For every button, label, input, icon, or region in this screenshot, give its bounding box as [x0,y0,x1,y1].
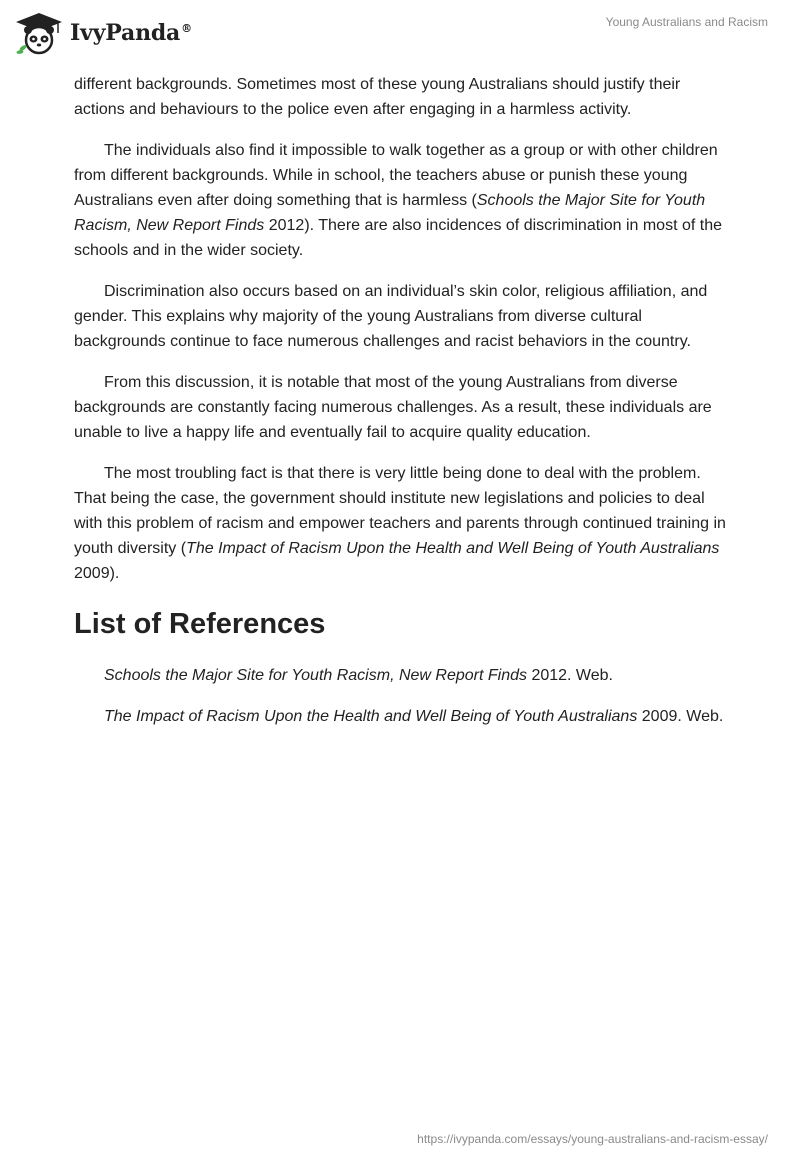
registered-mark: ® [181,21,192,35]
paragraph-2: The individuals also find it impossible to walk together as a group or with other children from different backgrounds. While in school, the teachers abuse or punish these young Australians even after doing something that is harmless (Schools the Major Site for Youth Racism, New Report Finds 2012). There are also incidences of discrimination in most of the schools and in the wider society. [74,142,722,259]
paragraph-1: different backgrounds. Sometimes most of these young Australians should justify their actions and behaviours to the police even after engaging in a harmless activity. [74,76,681,118]
source-url[interactable]: https://ivypanda.com/essays/young-australians-and-racism-essay/ [417,1132,768,1146]
ivypanda-logo[interactable] [14,8,192,58]
reference-item: The Impact of Racism Upon the Health and Well Being of Youth Australians 2009. Web. [104,708,724,725]
logo-text: IvyPanda® [70,20,192,46]
paragraph-3: Discrimination also occurs based on an individual’s skin color, religious affiliation, and gender. This explains why majority of the young Australians from diverse cultural backgrounds continue to face numerous challenges and racist behaviors in the country. [74,283,708,350]
paragraph-5: The most troubling fact is that there is very little being done to deal with the problem. That being the case, the government should institute new legislations and policies to deal with this problem of racism and empower teachers and parents through continued training in youth diversity (The Impact of Racism Upon the Health and Well Being of Youth Australians 2009). [74,465,726,582]
document-body [74,72,730,745]
paragraph-4: From this discussion, it is notable that most of the young Australians from diverse backgrounds are constantly facing numerous challenges. As a result, these individuals are unable to live a happy life and eventually fail to acquire quality education. [74,374,712,441]
page-header [0,0,800,70]
citation: Schools the Major Site for Youth Racism, New Report Finds [74,192,706,234]
references-heading: List of References [74,608,326,640]
reference-item: Schools the Major Site for Youth Racism, New Report Finds 2012. Web. [104,667,613,684]
panda-graduate-icon [14,11,64,55]
citation: The Impact of Racism Upon the Health and Well Being of Youth Australians [186,540,720,557]
running-title: Young Australians and Racism [605,15,768,29]
